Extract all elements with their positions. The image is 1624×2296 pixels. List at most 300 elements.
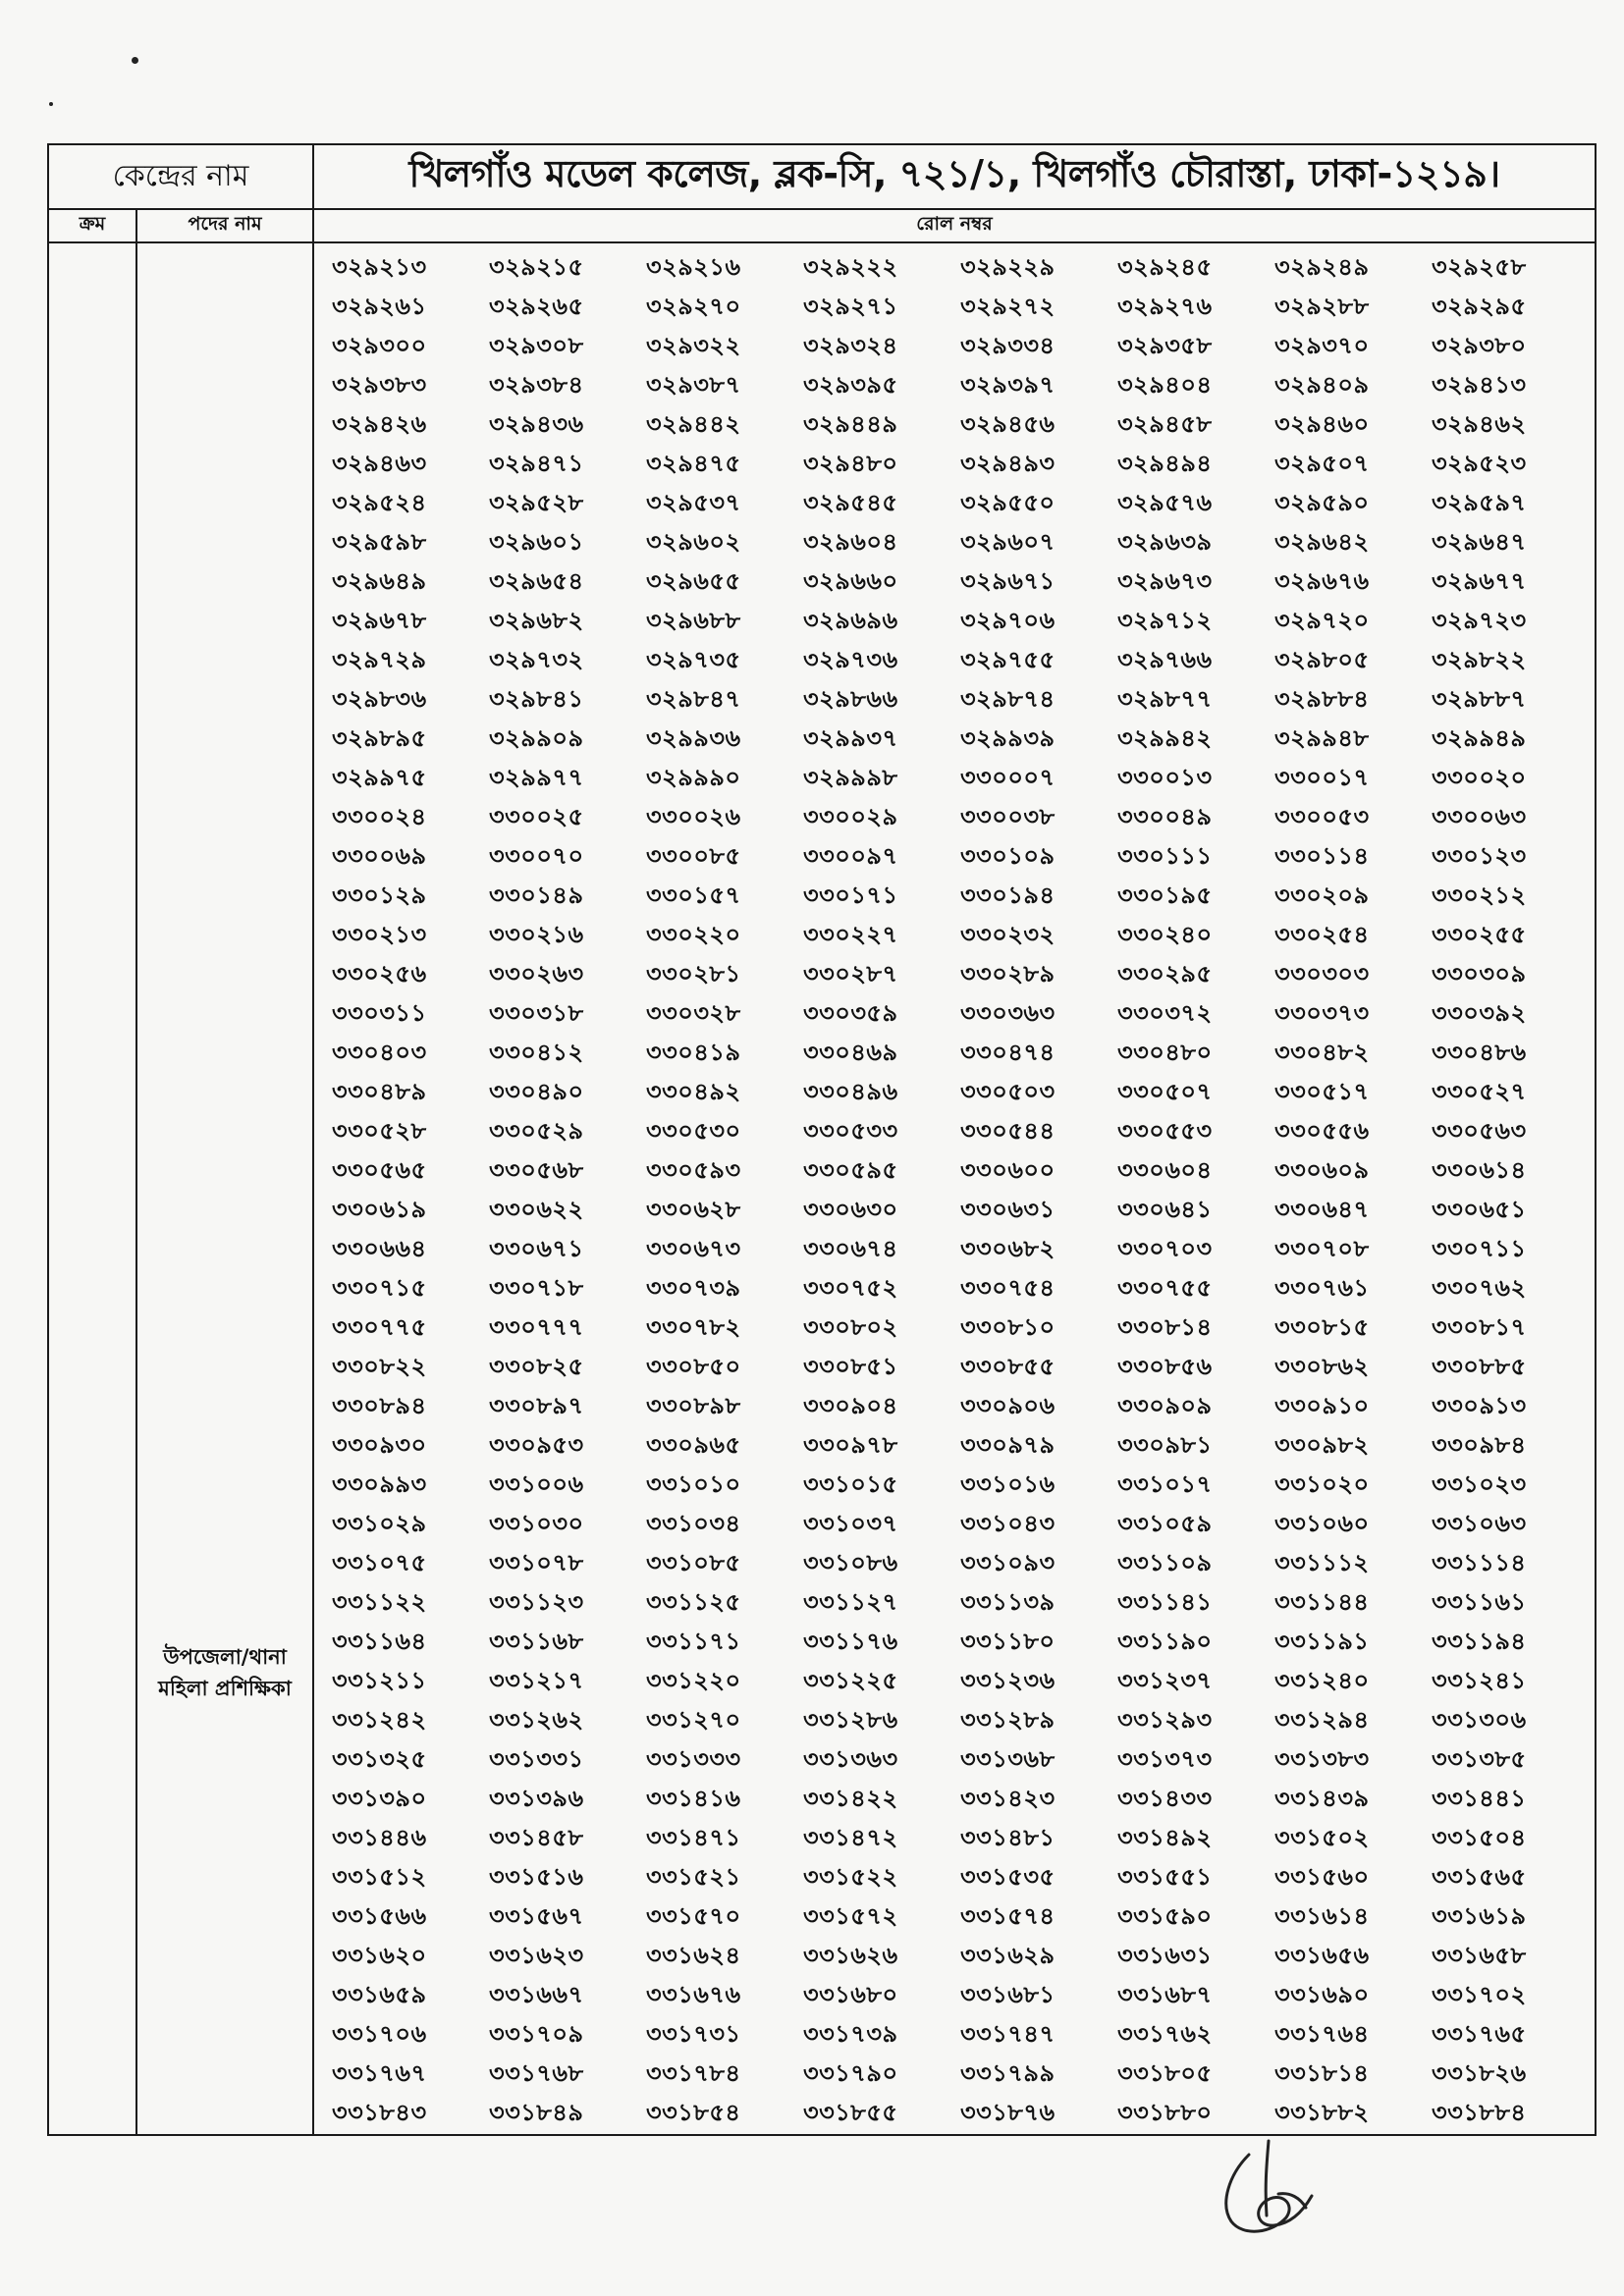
roll-number: ৩৩১৩৯০ [332,1785,427,1812]
roll-number: ৩৩১৭৬৪ [1274,2020,1370,2048]
roll-number: ৩৩১১০৯ [1117,1549,1213,1576]
roll-number: ৩৩০২১৩ [332,921,427,948]
post-name [137,1641,312,1704]
roll-number: ৩২৯৯৩৬ [646,724,741,752]
roll-number: ৩৩১৮০৫ [1117,2059,1213,2087]
roll-number: ৩২৯৬৩৯ [1117,528,1213,556]
roll-number: ৩২৯৬৫৫ [646,567,741,595]
roll-number: ৩৩০২৮১ [646,960,741,988]
roll-number: ৩৩১৫৩৫ [960,1863,1056,1891]
roll-number: ৩৩১২২৫ [803,1667,898,1694]
roll-number: ৩২৯২১৩ [332,253,427,281]
roll-number: ৩৩০২২৭ [803,921,898,948]
roll-number: ৩৩০৫২৭ [1432,1078,1527,1105]
roll-number: ৩২৯৭৫৫ [960,646,1056,673]
roll-number: ৩৩০০০৭ [960,764,1056,791]
roll-number: ৩৩১১৮০ [960,1628,1056,1655]
roll-number: ৩২৯৪৬৩ [332,450,427,477]
roll-number: ৩২৯৪৫৮ [1117,410,1213,438]
roll-number: ৩৩১২৬২ [489,1706,584,1734]
roll-number: ৩২৯৭২৩ [1432,607,1527,634]
roll-number: ৩৩০৬৮২ [960,1235,1056,1262]
roll-number: ৩৩০০২৯ [803,803,898,830]
roll-number: ৩২৯৩২৪ [803,332,898,359]
roll-number: ৩২৯৩২২ [646,332,741,359]
roll-number: ৩৩০৮৬২ [1274,1353,1370,1380]
roll-number: ৩২৯৬৮২ [489,607,584,634]
roll-number: ৩২৯৯৪৯ [1432,724,1527,752]
roll-number: ৩২৯৬৭৬ [1274,567,1370,595]
roll-number: ৩৩০৬৪১ [1117,1196,1213,1223]
roll-number: ৩২৯৩০০ [332,332,427,359]
roll-number: ৩২৯৪৭৫ [646,450,741,477]
roll-number: ৩২৯৪৪৯ [803,410,898,438]
roll-number: ৩৩০৫৬৮ [489,1156,584,1184]
roll-number: ৩৩১৫১৬ [489,1863,584,1891]
roll-number: ৩৩০৯৮১ [1117,1431,1213,1459]
roll-number: ৩৩০০৫৩ [1274,803,1370,830]
roll-number: ৩৩১৩৬৩ [803,1745,898,1773]
roll-number: ৩২৯২৬৫ [489,293,584,320]
roll-number: ৩৩০০৮৫ [646,842,741,870]
roll-number: ৩৩১৫৭২ [803,1902,898,1930]
roll-number: ৩২৯৯৯০ [646,764,741,791]
roll-number: ৩২৯৬৮৮ [646,607,741,634]
roll-number: ৩৩০৮১০ [960,1313,1056,1341]
roll-number: ৩৩১৬৮৭ [1117,1981,1213,2008]
roll-number: ৩৩০৫২৮ [332,1117,427,1145]
roll-number: ৩৩১৫১২ [332,1863,427,1891]
roll-number: ৩৩১০৭৫ [332,1549,427,1576]
roll-number: ৩২৯৯৭৭ [489,764,584,791]
roll-number: ৩৩১১৩৯ [960,1588,1056,1616]
roll-number: ৩২৯৫২৮ [489,489,584,516]
roll-number: ৩৩০০৭০ [489,842,584,870]
roll-number: ৩২৯৫২৪ [332,489,427,516]
roll-number: ৩২৯৮৮৭ [1432,685,1527,713]
roll-number: ৩৩১০২৩ [1432,1470,1527,1498]
roll-number: ৩৩০৯৫৩ [489,1431,584,1459]
roll-number: ৩৩১৪২২ [803,1785,898,1812]
roll-number: ৩২৯৫৯৮ [332,528,427,556]
roll-number: ৩২৯৫২৩ [1432,450,1527,477]
roll-number: ৩৩১১৯১ [1274,1628,1370,1655]
roll-number: ৩৩০৭১৮ [489,1274,584,1302]
roll-number: ৩২৯৫৫০ [960,489,1056,516]
roll-number: ৩২৯২৬১ [332,293,427,320]
roll-number: ৩৩০৪৮২ [1274,1039,1370,1066]
roll-number: ৩৩০২৯৫ [1117,960,1213,988]
roll-number: ৩৩০৬০৪ [1117,1156,1213,1184]
roll-number: ৩৩০৪৭৪ [960,1039,1056,1066]
roll-number: ৩৩১৬২০ [332,1942,427,1969]
roll-number: ৩৩০৯৮২ [1274,1431,1370,1459]
roll-number: ৩৩০৪৮৯ [332,1078,427,1105]
column-header-row [48,209,1596,242]
roll-number: ৩৩১২৩৭ [1117,1667,1213,1694]
post-header: পদের নাম [136,209,313,242]
roll-number: ৩২৯৮৯৫ [332,724,427,752]
roll-number: ৩২৯৪৫৬ [960,410,1056,438]
roll-number: ৩৩১১৬১ [1432,1588,1527,1616]
roll-number: ৩৩০৭৫৫ [1117,1274,1213,1302]
roll-number: ৩৩০৮৮৫ [1432,1353,1527,1380]
roll-number: ৩৩১০৭৮ [489,1549,584,1576]
roll-number: ৩২৯৭১২ [1117,607,1213,634]
roll-number: ৩২৯৩৮৩ [332,371,427,399]
roll-number: ৩৩১১৬৮ [489,1628,584,1655]
roll-number: ৩২৯৮২২ [1432,646,1527,673]
roll-number: ৩৩০৩৭২ [1117,999,1213,1027]
roll-number: ৩৩১৬৭৬ [646,1981,741,2008]
roll-number: ৩৩১৪৭১ [646,1824,741,1851]
roll-number: ৩৩০৮০২ [803,1313,898,1341]
roll-number: ৩৩১১৭৬ [803,1628,898,1655]
roll-number: ৩৩০৭৮২ [646,1313,741,1341]
roll-number: ৩৩০৪৬৯ [803,1039,898,1066]
roll-number: ৩৩০৩০৩ [1274,960,1370,988]
roll-number: ৩২৯২১৬ [646,253,741,281]
roll-number: ৩৩১০১৫ [803,1470,898,1498]
roll-number: ৩৩১১৪৪ [1274,1588,1370,1616]
roll-number: ৩২৯২৭৬ [1117,293,1213,320]
roll-number: ৩৩১৮৮২ [1274,2099,1370,2126]
roll-number: ৩২৯৯৪২ [1117,724,1213,752]
roll-number: ৩৩০৭০৩ [1117,1235,1213,1262]
roll-number: ৩৩১৬৩১ [1117,1942,1213,1969]
roll-number: ৩৩১০৫৯ [1117,1510,1213,1537]
roll-number: ৩২৯৮৭৭ [1117,685,1213,713]
roll-number: ৩৩০৮৫১ [803,1353,898,1380]
roll-number: ৩৩০০৩৮ [960,803,1056,830]
roll-number: ৩৩১৫৭৪ [960,1902,1056,1930]
roll-number: ৩৩১০৬০ [1274,1510,1370,1537]
roll-number: ৩৩১১৯৪ [1432,1628,1527,1655]
roll-number: ৩২৯৪২৬ [332,410,427,438]
roll-number: ৩৩১০৩৭ [803,1510,898,1537]
roll-number: ৩২৯৩৯৫ [803,371,898,399]
roll-number: ৩৩১৬৬৭ [489,1981,584,2008]
roll-number: ৩৩০৬১৯ [332,1196,427,1223]
roll-number: ৩৩০৮২২ [332,1353,427,1380]
roll-number: ৩৩১৭০৯ [489,2020,584,2048]
roll-number: ৩৩১৮১৪ [1274,2059,1370,2087]
roll-number: ৩২৯৬৭৭ [1432,567,1527,595]
roll-number: ৩৩১৭০২ [1432,1981,1527,2008]
roll-number: ৩৩১৫২১ [646,1863,741,1891]
roll-number: ৩২৯৩৯৭ [960,371,1056,399]
roll-number: ৩৩০৩০৯ [1432,960,1527,988]
roll-number: ৩৩১৬১৯ [1432,1902,1527,1930]
roll-number: ৩৩০৬৫১ [1432,1196,1527,1223]
roll-number: ৩২৯৭৩৫ [646,646,741,673]
roll-number: ৩৩১৬২৯ [960,1942,1056,1969]
roll-number: ৩৩০৪৯২ [646,1078,741,1105]
roll-number: ৩৩০১১৪ [1274,842,1370,870]
roll-number: ৩২৯৫০৭ [1274,450,1370,477]
roll-number: ৩৩১৫৯০ [1117,1902,1213,1930]
roll-number: ৩৩০৫৬৫ [332,1156,427,1184]
roll-number: ৩৩১৭৯০ [803,2059,898,2087]
roll-number: ৩২৯৩৩৪ [960,332,1056,359]
roll-number: ৩৩১০০৬ [489,1470,584,1498]
roll-number: ৩৩০০২৪ [332,803,427,830]
post-name-line2: মহিলা প্রশিক্ষিকা [158,1677,292,1700]
roll-number: ৩২৯৯০৯ [489,724,584,752]
roll-number: ৩২৯২৭২ [960,293,1056,320]
roll-number: ৩৩১০২০ [1274,1470,1370,1498]
roll-number: ৩৩০৯১৩ [1432,1392,1527,1419]
roll-number: ৩২৯৫৪৫ [803,489,898,516]
center-label: কেন্দ্রের নাম [48,144,313,209]
roll-number: ৩২৯৮৩৬ [332,685,427,713]
roll-number: ৩৩১৬৯০ [1274,1981,1370,2008]
roll-number: ৩৩১৫৭০ [646,1902,741,1930]
roll-number: ৩৩০৯৯৩ [332,1470,427,1498]
roll-header: রোল নম্বর [313,209,1596,242]
roll-number: ৩৩০৬৭১ [489,1235,584,1262]
roll-number: ৩৩০৮৫৬ [1117,1353,1213,1380]
roll-number: ৩৩০৫৯৩ [646,1156,741,1184]
roll-number: ৩২৯৯৯৮ [803,764,898,791]
roll-number: ৩২৯২৪৯ [1274,253,1370,281]
roll-number: ৩৩১৪৪১ [1432,1785,1527,1812]
center-name: খিলগাঁও মডেল কলেজ, ব্লক-সি, ৭২১/১, খিলগাঁও চৌরাস্তা, ঢাকা-১২১৯। [313,144,1596,209]
roll-number: ৩৩০২৫৪ [1274,921,1370,948]
roll-number: ৩৩১৪৯২ [1117,1824,1213,1851]
roll-number: ৩২৯৮৮৪ [1274,685,1370,713]
roll-number: ৩৩১০৮৫ [646,1549,741,1576]
roll-number: ৩৩০৪১২ [489,1039,584,1066]
roll-number: ৩৩০৬৬৪ [332,1235,427,1262]
roll-number: ৩৩১৩৮৩ [1274,1745,1370,1773]
roll-number: ৩৩১৭৪৭ [960,2020,1056,2048]
roll-number: ৩৩১২৮৯ [960,1706,1056,1734]
roll-number: ৩২৯৬৯৬ [803,607,898,634]
roll-number: ৩২৯৭২৯ [332,646,427,673]
roll-number: ৩৩০০৬৯ [332,842,427,870]
roll-number: ৩৩০৩৯২ [1432,999,1527,1027]
roll-number: ৩৩১৬৮০ [803,1981,898,2008]
roll-number: ৩৩০৫৩০ [646,1117,741,1145]
roll-number: ৩৩০২৩২ [960,921,1056,948]
roll-number: ৩৩০৪১৯ [646,1039,741,1066]
roll-number: ৩২৯৮৭৪ [960,685,1056,713]
roll-number: ৩৩০৮৫০ [646,1353,741,1380]
roll-number: ৩২৯২৯৫ [1432,293,1527,320]
roll-number: ৩৩০৫৬৩ [1432,1117,1527,1145]
post-row [48,242,1596,2135]
roll-number: ৩৩১৩৩৩ [646,1745,741,1773]
roll-number: ৩৩০৫৯৫ [803,1156,898,1184]
roll-number: ৩৩০৯৭৯ [960,1431,1056,1459]
roll-number: ৩২৯৩৫৮ [1117,332,1213,359]
roll-number: ৩৩১৪৫৮ [489,1824,584,1851]
roll-number: ৩৩১০৩৪ [646,1510,741,1537]
roll-number: ৩৩১৭৬৭ [332,2059,427,2087]
roll-number: ৩৩০৯৭৮ [803,1431,898,1459]
roll-number: ৩৩১৩০৬ [1432,1706,1527,1734]
signature [1210,2135,1327,2248]
roll-number: ৩২৯৭০৬ [960,607,1056,634]
roll-number: ৩২৯৬০১ [489,528,584,556]
roll-number: ৩৩০৭৭৭ [489,1313,584,1341]
roll-number: ৩২৯৩৮০ [1432,332,1527,359]
roll-number: ৩২৯৬০৭ [960,528,1056,556]
roll-number: ৩৩০৭৫৪ [960,1274,1056,1302]
roll-number: ৩২৯৩০৮ [489,332,584,359]
roll-number: ৩৩১১২৩ [489,1588,584,1616]
roll-number: ৩২৯৭৬৬ [1117,646,1213,673]
serial-cell [48,242,136,2135]
roll-number: ৩৩০৮১৪ [1117,1313,1213,1341]
roll-number: ৩২৯৬৫৪ [489,567,584,595]
roll-number: ৩৩০২৫৬ [332,960,427,988]
roll-number: ৩৩০১৯৪ [960,881,1056,909]
roll-number: ৩৩০৭৭৫ [332,1313,427,1341]
roll-number: ৩৩১৭৩৯ [803,2020,898,2048]
roll-number: ৩২৯৬৭৮ [332,607,427,634]
roll-number: ৩৩১৮৪৩ [332,2099,427,2126]
roll-number: ৩৩১৪৭২ [803,1824,898,1851]
roll-number: ৩৩১১৭১ [646,1628,741,1655]
roll-number: ৩৩১৪৩৩ [1117,1785,1213,1812]
roll-number: ৩২৯৪৬০ [1274,410,1370,438]
roll-number: ৩৩০৫৫৩ [1117,1117,1213,1145]
roll-number: ৩৩১৭৯৯ [960,2059,1056,2087]
roll-number: ৩৩০৫৩৩ [803,1117,898,1145]
roll-number: ৩৩০৫০৩ [960,1078,1056,1105]
roll-number: ৩৩০১৯৫ [1117,881,1213,909]
roll-number: ৩৩০০১৩ [1117,764,1213,791]
roll-number: ৩২৯৮৬৬ [803,685,898,713]
roll-number: ৩৩১৩৮৫ [1432,1745,1527,1773]
roll-list-sheet [47,143,1597,2136]
roll-number: ৩৩১০৪৩ [960,1510,1056,1537]
roll-table [47,143,1597,2136]
roll-number: ৩৩০৩১১ [332,999,427,1027]
roll-number: ৩৩১৬২৩ [489,1942,584,1969]
roll-number: ৩২৯৩৮৭ [646,371,741,399]
roll-number: ৩৩১০১০ [646,1470,741,1498]
roll-number: ৩৩১০৮৬ [803,1549,898,1576]
roll-number: ৩৩১৪৮১ [960,1824,1056,1851]
roll-number: ৩৩০৩১৮ [489,999,584,1027]
roll-number: ৩৩১৭৬২ [1117,2020,1213,2048]
roll-number: ৩৩১১২২ [332,1588,427,1616]
roll-number: ৩৩০৮৯৭ [489,1392,584,1419]
roll-number: ৩২৯৪৯৪ [1117,450,1213,477]
roll-number: ৩৩০০২৬ [646,803,741,830]
roll-number: ৩৩১৫৬৫ [1432,1863,1527,1891]
roll-number: ৩৩০৮৫৫ [960,1353,1056,1380]
roll-number: ৩২৯৮৪১ [489,685,584,713]
roll-number: ৩২৯৭২০ [1274,607,1370,634]
roll-number: ৩৩১২৯৪ [1274,1706,1370,1734]
roll-number: ৩৩০২৪০ [1117,921,1213,948]
roll-number: ৩৩০০২৫ [489,803,584,830]
roll-number: ৩৩১১১৪ [1432,1549,1527,1576]
roll-number: ৩৩১০৩০ [489,1510,584,1537]
roll-number: ৩৩১৬১৪ [1274,1902,1370,1930]
roll-number: ৩৩১৪১৬ [646,1785,741,1812]
roll-number: ৩২৯৯৪৮ [1274,724,1370,752]
roll-number: ৩২৯৫৭৬ [1117,489,1213,516]
roll-number: ৩৩০১৫৭ [646,881,741,909]
roll-number: ৩২৯৬৪২ [1274,528,1370,556]
roll-number: ৩৩০৯০৪ [803,1392,898,1419]
roll-number: ৩৩১১২৭ [803,1588,898,1616]
roll-number: ৩৩১০১৭ [1117,1470,1213,1498]
roll-number: ৩২৯৪৩৬ [489,410,584,438]
roll-number: ৩২৯২৮৮ [1274,293,1370,320]
roll-number: ৩৩১২৭০ [646,1706,741,1734]
roll-number: ৩৩১০৬৩ [1432,1510,1527,1537]
roll-number: ৩২৯২৭০ [646,293,741,320]
roll-number: ৩২৯৬০৪ [803,528,898,556]
roll-number: ৩৩০৫৫৬ [1274,1117,1370,1145]
roll-number: ৩২৯২৫৮ [1432,253,1527,281]
roll-number: ৩৩১৩৯৬ [489,1785,584,1812]
roll-number: ৩৩১৮৭৬ [960,2099,1056,2126]
roll-number: ৩৩১৮৫৫ [803,2099,898,2126]
roll-number: ৩৩০২১২ [1432,881,1527,909]
roll-number: ৩৩০৫১৭ [1274,1078,1370,1105]
roll-number: ৩৩১৬২৬ [803,1942,898,1969]
roll-number: ৩৩১৫৬০ [1274,1863,1370,1891]
roll-number: ৩২৯৪০৪ [1117,371,1213,399]
roll-number: ৩২৯৬৭১ [960,567,1056,595]
roll-number: ৩৩১১১২ [1274,1549,1370,1576]
roll-number: ৩৩১৭০৬ [332,2020,427,2048]
scan-speck [49,102,53,106]
roll-number: ৩৩১৩৩১ [489,1745,584,1773]
roll-number: ৩৩০০৬৩ [1432,803,1527,830]
roll-number: ৩৩০২২০ [646,921,741,948]
roll-number: ৩৩১৭৮৪ [646,2059,741,2087]
roll-number: ৩২৯৪৯৩ [960,450,1056,477]
roll-number: ৩৩০৪৯০ [489,1078,584,1105]
center-row [48,144,1596,209]
roll-number: ৩৩১১৬৪ [332,1628,427,1655]
roll-number: ৩৩১২৪০ [1274,1667,1370,1694]
roll-number: ৩৩০৬০৯ [1274,1156,1370,1184]
roll-number: ৩২৯৮০৫ [1274,646,1370,673]
roll-number: ৩২৯৪০৯ [1274,371,1370,399]
roll-number: ৩৩০৯০৬ [960,1392,1056,1419]
roll-number: ৩৩০৮৯৪ [332,1392,427,1419]
roll-number: ৩৩১৭৬৮ [489,2059,584,2087]
roll-number: ৩৩১০২৯ [332,1510,427,1537]
roll-number: ৩৩০০১৭ [1274,764,1370,791]
roll-number: ৩৩০৬৩১ [960,1196,1056,1223]
post-name-line1: উপজেলা/থানা [163,1645,287,1669]
roll-number: ৩৩০৯৮৪ [1432,1431,1527,1459]
roll-number: ৩৩০৯১০ [1274,1392,1370,1419]
roll-number: ৩৩০৪৮০ [1117,1039,1213,1066]
roll-number: ৩৩০৪৮৬ [1432,1039,1527,1066]
roll-number: ৩৩১৬৫৮ [1432,1942,1527,1969]
roll-number: ৩৩১২৮৬ [803,1706,898,1734]
roll-number: ৩৩১৫০৪ [1432,1824,1527,1851]
roll-number: ৩৩০৭০৮ [1274,1235,1370,1262]
scan-speck [132,57,138,64]
roll-number: ৩৩০৭৩৯ [646,1274,741,1302]
roll-number: ৩৩১৪২৩ [960,1785,1056,1812]
roll-number: ৩৩০৪০৩ [332,1039,427,1066]
roll-number: ৩৩০৪৯৬ [803,1078,898,1105]
roll-number: ৩২৯৫৩৭ [646,489,741,516]
